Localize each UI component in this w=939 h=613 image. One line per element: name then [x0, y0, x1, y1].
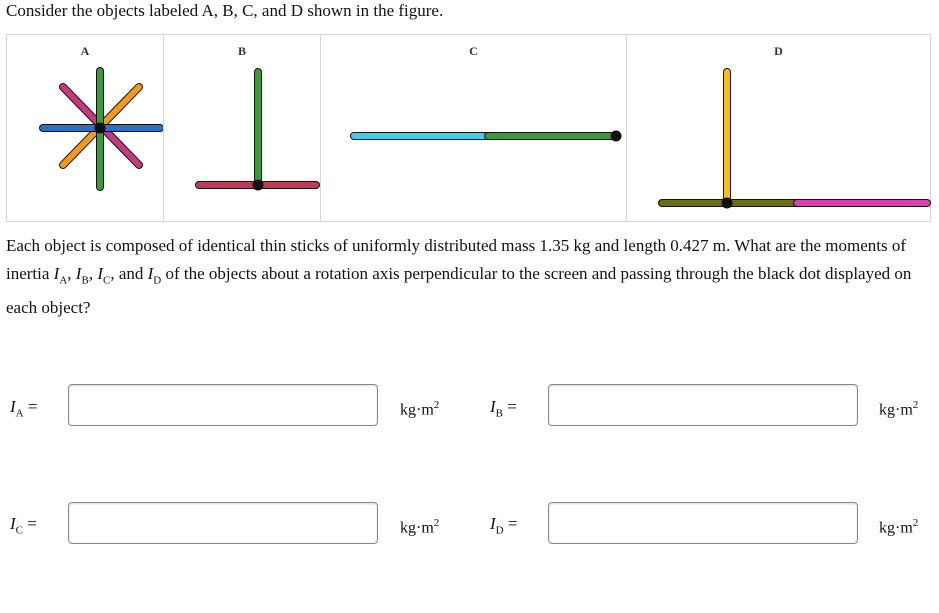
panel-a-label: A — [80, 44, 90, 58]
label-ia: $I_A$ = — [10, 397, 38, 420]
panel-d — [626, 35, 930, 221]
symbol-id: $I_D$ — [147, 264, 162, 287]
question-text: Each object is composed of identical thin sticks of uniformly distributed mass 1.35 kg and length 0.427 m. What are the moments of inertia $I_A$, $I_B$, $I_C$, and $I_D$ of the objects about a rotation axis perpendicular to the screen and passing through the black dot displayed on each object? — [6, 236, 912, 318]
question-part2: and — [118, 264, 144, 283]
unit-ic: $kg\cdot m^2$ — [400, 517, 440, 537]
unit-id: $kg\cdot m^2$ — [879, 517, 919, 537]
answer-input-ia[interactable] — [68, 384, 378, 426]
panel-b — [163, 35, 320, 221]
unit-ib: $kg\cdot m^2$ — [879, 399, 919, 419]
label-id: $I_D$ = — [490, 514, 518, 537]
panel-c — [320, 35, 626, 221]
panel-c-label: C — [469, 44, 478, 58]
pivot-dot-c — [611, 131, 622, 142]
question-part1: Each object is composed of identical thin sticks of uniformly distributed mass 1.35 kg and length 0.427 m. What are the moments of inertia — [6, 236, 907, 283]
pivot-dot-d — [722, 198, 733, 209]
label-ib: $I_B$ = — [490, 397, 517, 420]
pivot-dot-a — [95, 123, 106, 134]
object-a — [7, 35, 163, 221]
question-part3: of the objects about a rotation axis perpendicular to the screen and passing through the black dot displayed on each object? — [6, 264, 912, 318]
symbol-ib: $I_B$ — [75, 264, 89, 287]
symbol-ic: $I_C$ — [97, 264, 111, 287]
intro-text: Consider the objects labeled A, B, C, and D shown in the figure. — [6, 1, 444, 20]
panel-b-label: B — [237, 44, 246, 58]
object-b — [164, 35, 321, 221]
answer-input-ib[interactable] — [548, 384, 858, 426]
label-ic: $I_C$ = — [10, 514, 37, 537]
unit-ia: $kg\cdot m^2$ — [400, 399, 440, 419]
pivot-dot-b — [253, 180, 264, 191]
object-d — [627, 35, 931, 221]
answer-input-id[interactable] — [548, 502, 858, 544]
panel-a — [7, 35, 163, 221]
panel-d-label: D — [774, 44, 783, 58]
object-c — [321, 35, 627, 221]
answer-input-ic[interactable] — [68, 502, 378, 544]
symbol-ia: $I_A$ — [53, 264, 68, 287]
figure — [6, 34, 931, 222]
